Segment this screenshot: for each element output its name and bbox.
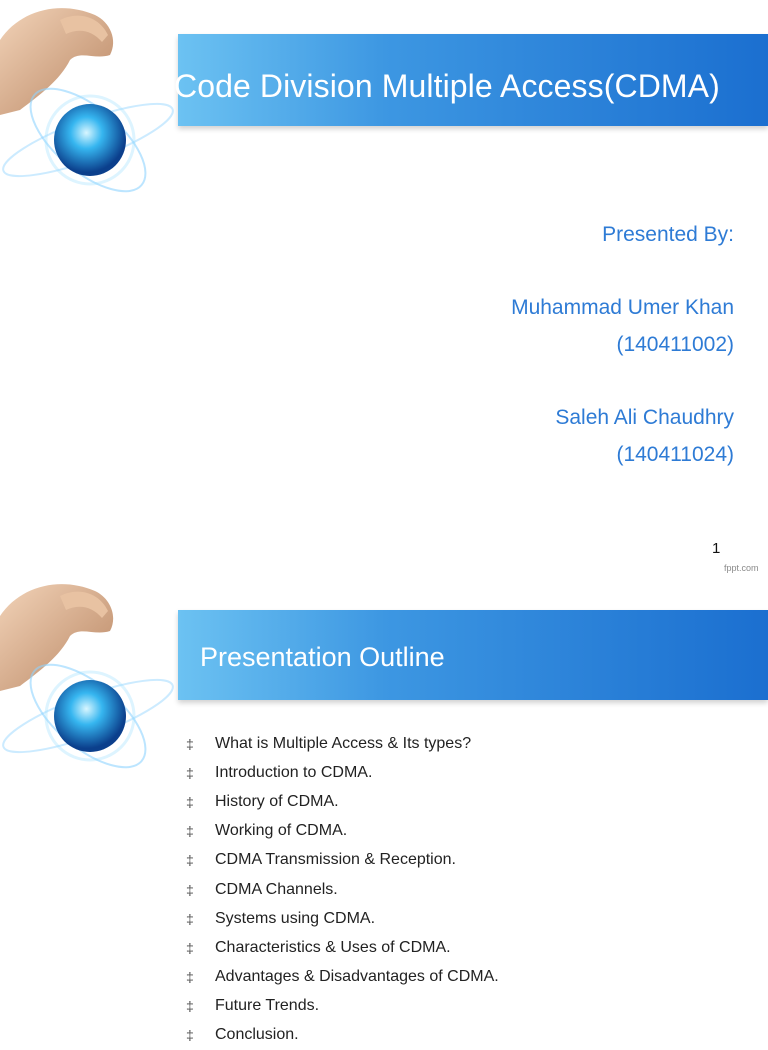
footer-logo: fppt.com bbox=[724, 563, 759, 573]
outline-item bbox=[186, 846, 499, 875]
hand-globe-icon bbox=[0, 576, 180, 826]
bullet-icon: ‡ bbox=[186, 998, 194, 1015]
outline-item-text: Conclusion. bbox=[215, 1026, 299, 1044]
slide-2 bbox=[0, 576, 768, 1044]
outline-item-text: Advantages & Disadvantages of CDMA. bbox=[215, 968, 499, 986]
outline-item bbox=[186, 758, 499, 787]
presenters-block bbox=[511, 216, 734, 473]
presented-by-label: Presented By: bbox=[602, 223, 734, 246]
outline-item bbox=[186, 992, 499, 1021]
bullet-icon: ‡ bbox=[186, 852, 194, 869]
outline-item bbox=[186, 875, 499, 904]
slide-title: Code Division Multiple Access(CDMA) bbox=[174, 68, 720, 104]
presenter-1-id: (140411002) bbox=[616, 333, 734, 356]
outline-item-text: Introduction to CDMA. bbox=[215, 763, 373, 781]
outline-item-text: Systems using CDMA. bbox=[215, 909, 376, 927]
bullet-icon: ‡ bbox=[186, 881, 194, 898]
hand-globe-icon bbox=[0, 0, 180, 250]
bullet-icon: ‡ bbox=[186, 1027, 194, 1044]
outline-item-text: What is Multiple Access & Its types? bbox=[215, 734, 472, 752]
outline-item bbox=[186, 729, 499, 758]
presenter-2-name: Saleh Ali Chaudhry bbox=[555, 406, 734, 429]
outline-list bbox=[186, 729, 499, 1050]
bullet-icon: ‡ bbox=[186, 735, 194, 752]
presenter-1-name: Muhammad Umer Khan bbox=[511, 296, 734, 319]
outline-item-text: Characteristics & Uses of CDMA. bbox=[215, 938, 451, 956]
slide-title: Presentation Outline bbox=[200, 642, 445, 672]
bullet-icon: ‡ bbox=[186, 939, 194, 956]
outline-item bbox=[186, 933, 499, 962]
outline-item-text: History of CDMA. bbox=[215, 792, 339, 810]
bullet-icon: ‡ bbox=[186, 969, 194, 986]
page-number: 1 bbox=[712, 540, 721, 557]
outline-item bbox=[186, 787, 499, 816]
outline-item-text: CDMA Channels. bbox=[215, 880, 338, 898]
presenter-2-id: (140411024) bbox=[616, 443, 734, 466]
bullet-icon: ‡ bbox=[186, 793, 194, 810]
outline-item-text: CDMA Transmission & Reception. bbox=[215, 851, 456, 869]
bullet-icon: ‡ bbox=[186, 910, 194, 927]
outline-item bbox=[186, 963, 499, 992]
bullet-icon: ‡ bbox=[186, 764, 194, 781]
outline-item-text: Working of CDMA. bbox=[215, 822, 348, 840]
outline-item bbox=[186, 904, 499, 933]
outline-item bbox=[186, 1021, 499, 1050]
outline-item bbox=[186, 817, 499, 846]
outline-item-text: Future Trends. bbox=[215, 997, 320, 1015]
bullet-icon: ‡ bbox=[186, 823, 194, 840]
